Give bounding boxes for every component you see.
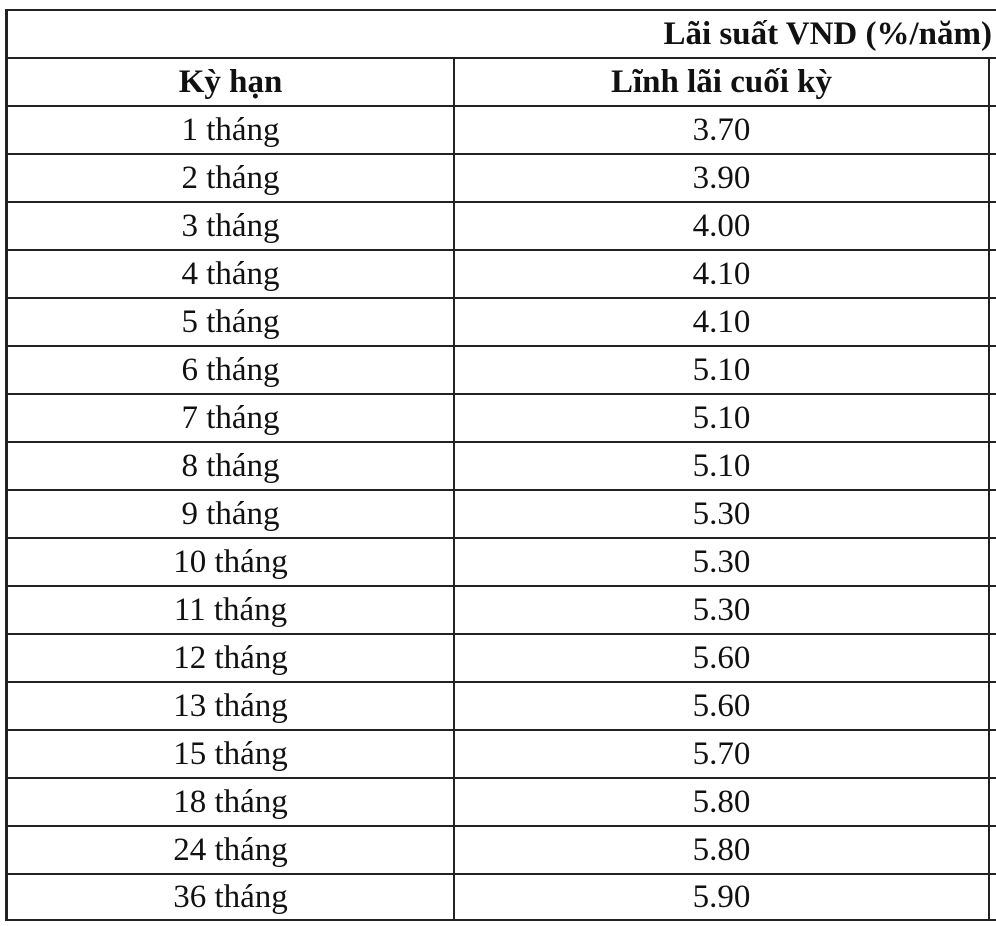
term-cell: 5 tháng — [5, 299, 455, 345]
rate-cell: 4.10 — [455, 299, 990, 345]
term-cell: 4 tháng — [5, 251, 455, 297]
term-cell: 13 tháng — [5, 683, 455, 729]
table-row — [5, 633, 996, 681]
rate-cell: 5.80 — [455, 779, 990, 825]
term-cell: 2 tháng — [5, 155, 455, 201]
table-row — [5, 345, 996, 393]
rate-cell: 5.70 — [455, 731, 990, 777]
rate-cell: 5.30 — [455, 491, 990, 537]
rate-cell: 4.10 — [455, 251, 990, 297]
rate-cell: 5.10 — [455, 395, 990, 441]
table-row — [5, 825, 996, 873]
header-term: Kỳ hạn — [5, 59, 455, 105]
table-row — [5, 729, 996, 777]
table-row — [5, 873, 996, 921]
term-cell: 8 tháng — [5, 443, 455, 489]
group-header: Lãi suất VND (%/năm) — [663, 15, 992, 52]
rate-cell: 5.90 — [455, 875, 990, 919]
table-row — [5, 489, 996, 537]
term-cell: 11 tháng — [5, 587, 455, 633]
table-row — [5, 153, 996, 201]
column-header-row — [5, 57, 996, 105]
term-cell: 24 tháng — [5, 827, 455, 873]
table-row — [5, 777, 996, 825]
table-row — [5, 105, 996, 153]
table-body — [5, 105, 996, 921]
table-row — [5, 537, 996, 585]
rate-cell: 5.80 — [455, 827, 990, 873]
term-cell: 9 tháng — [5, 491, 455, 537]
header-rate: Lĩnh lãi cuối kỳ — [455, 59, 990, 105]
table-row — [5, 201, 996, 249]
table-row — [5, 249, 996, 297]
rate-cell: 3.70 — [455, 107, 990, 153]
rate-cell: 5.60 — [455, 683, 990, 729]
rate-cell: 4.00 — [455, 203, 990, 249]
rate-cell: 5.30 — [455, 587, 990, 633]
term-cell: 1 tháng — [5, 107, 455, 153]
table-row — [5, 441, 996, 489]
rate-cell: 5.30 — [455, 539, 990, 585]
group-header-row — [5, 9, 996, 57]
table-row — [5, 681, 996, 729]
term-cell: 3 tháng — [5, 203, 455, 249]
term-cell: 6 tháng — [5, 347, 455, 393]
term-cell: 15 tháng — [5, 731, 455, 777]
rate-cell: 5.10 — [455, 443, 990, 489]
term-cell: 36 tháng — [5, 875, 455, 919]
term-cell: 10 tháng — [5, 539, 455, 585]
rate-cell: 5.60 — [455, 635, 990, 681]
interest-rate-table — [5, 9, 996, 921]
rate-cell: 5.10 — [455, 347, 990, 393]
term-cell: 7 tháng — [5, 395, 455, 441]
table-row — [5, 393, 996, 441]
term-cell: 12 tháng — [5, 635, 455, 681]
table-row — [5, 585, 996, 633]
table-row — [5, 297, 996, 345]
rate-cell: 3.90 — [455, 155, 990, 201]
term-cell: 18 tháng — [5, 779, 455, 825]
